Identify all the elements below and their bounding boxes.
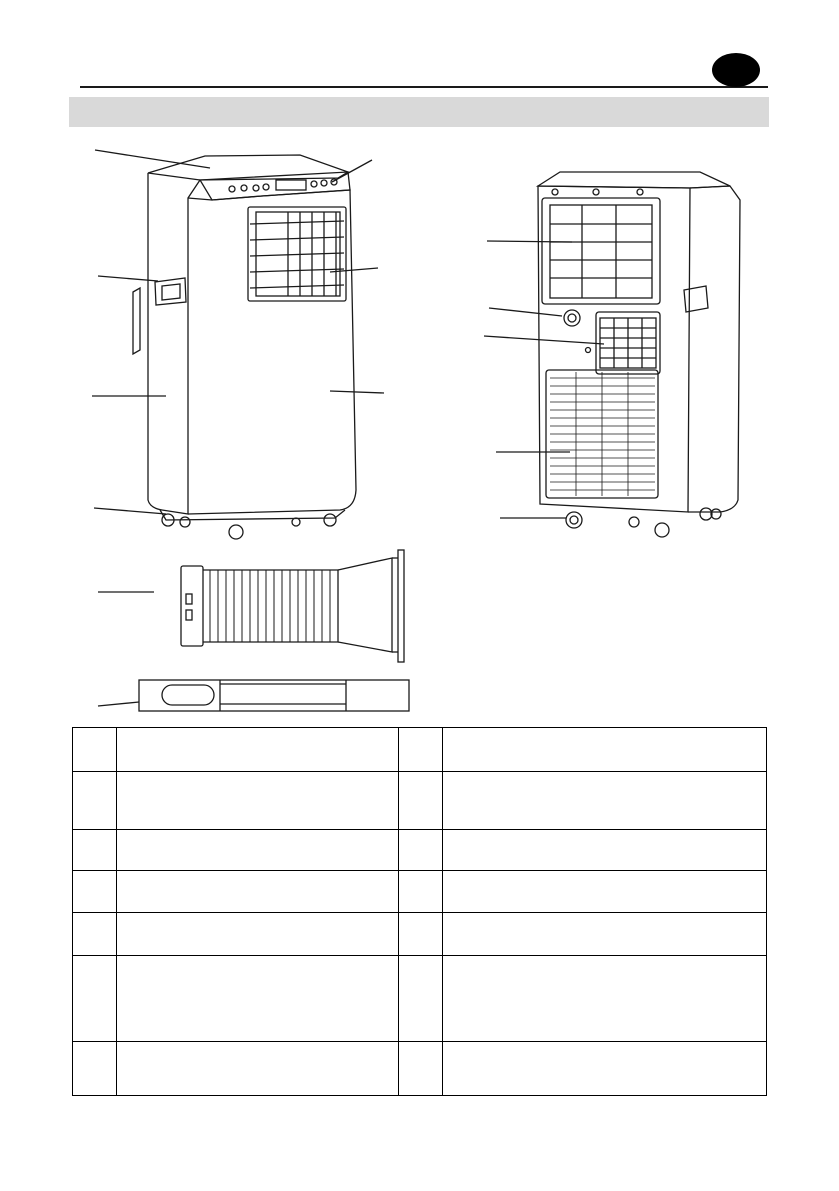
part-description bbox=[443, 913, 767, 956]
window-kit-icon bbox=[139, 680, 409, 711]
part-description bbox=[117, 956, 399, 1042]
part-description bbox=[117, 913, 399, 956]
part-description bbox=[443, 956, 767, 1042]
part-description bbox=[443, 772, 767, 830]
part-description bbox=[443, 728, 767, 772]
part-description bbox=[117, 728, 399, 772]
front-unit-icon bbox=[133, 155, 356, 539]
back-unit-icon bbox=[538, 172, 740, 537]
part-number bbox=[399, 871, 443, 913]
part-number bbox=[73, 871, 117, 913]
part-number bbox=[399, 1042, 443, 1096]
part-number bbox=[73, 956, 117, 1042]
part-number bbox=[399, 772, 443, 830]
part-description bbox=[117, 772, 399, 830]
part-description bbox=[117, 1042, 399, 1096]
part-description bbox=[443, 830, 767, 871]
table-row bbox=[73, 772, 767, 830]
parts-table bbox=[72, 727, 767, 1096]
table-row bbox=[73, 871, 767, 913]
hose-icon bbox=[181, 550, 404, 662]
part-number bbox=[399, 728, 443, 772]
table-row bbox=[73, 913, 767, 956]
part-number bbox=[399, 830, 443, 871]
part-number bbox=[73, 830, 117, 871]
table-row bbox=[73, 728, 767, 772]
part-number bbox=[73, 728, 117, 772]
part-number bbox=[399, 956, 443, 1042]
part-description bbox=[117, 830, 399, 871]
part-description bbox=[443, 1042, 767, 1096]
part-description bbox=[443, 871, 767, 913]
part-number bbox=[399, 913, 443, 956]
part-number bbox=[73, 772, 117, 830]
part-number bbox=[73, 1042, 117, 1096]
part-number bbox=[73, 913, 117, 956]
table-row bbox=[73, 1042, 767, 1096]
part-description bbox=[117, 871, 399, 913]
table-row bbox=[73, 956, 767, 1042]
table-row bbox=[73, 830, 767, 871]
